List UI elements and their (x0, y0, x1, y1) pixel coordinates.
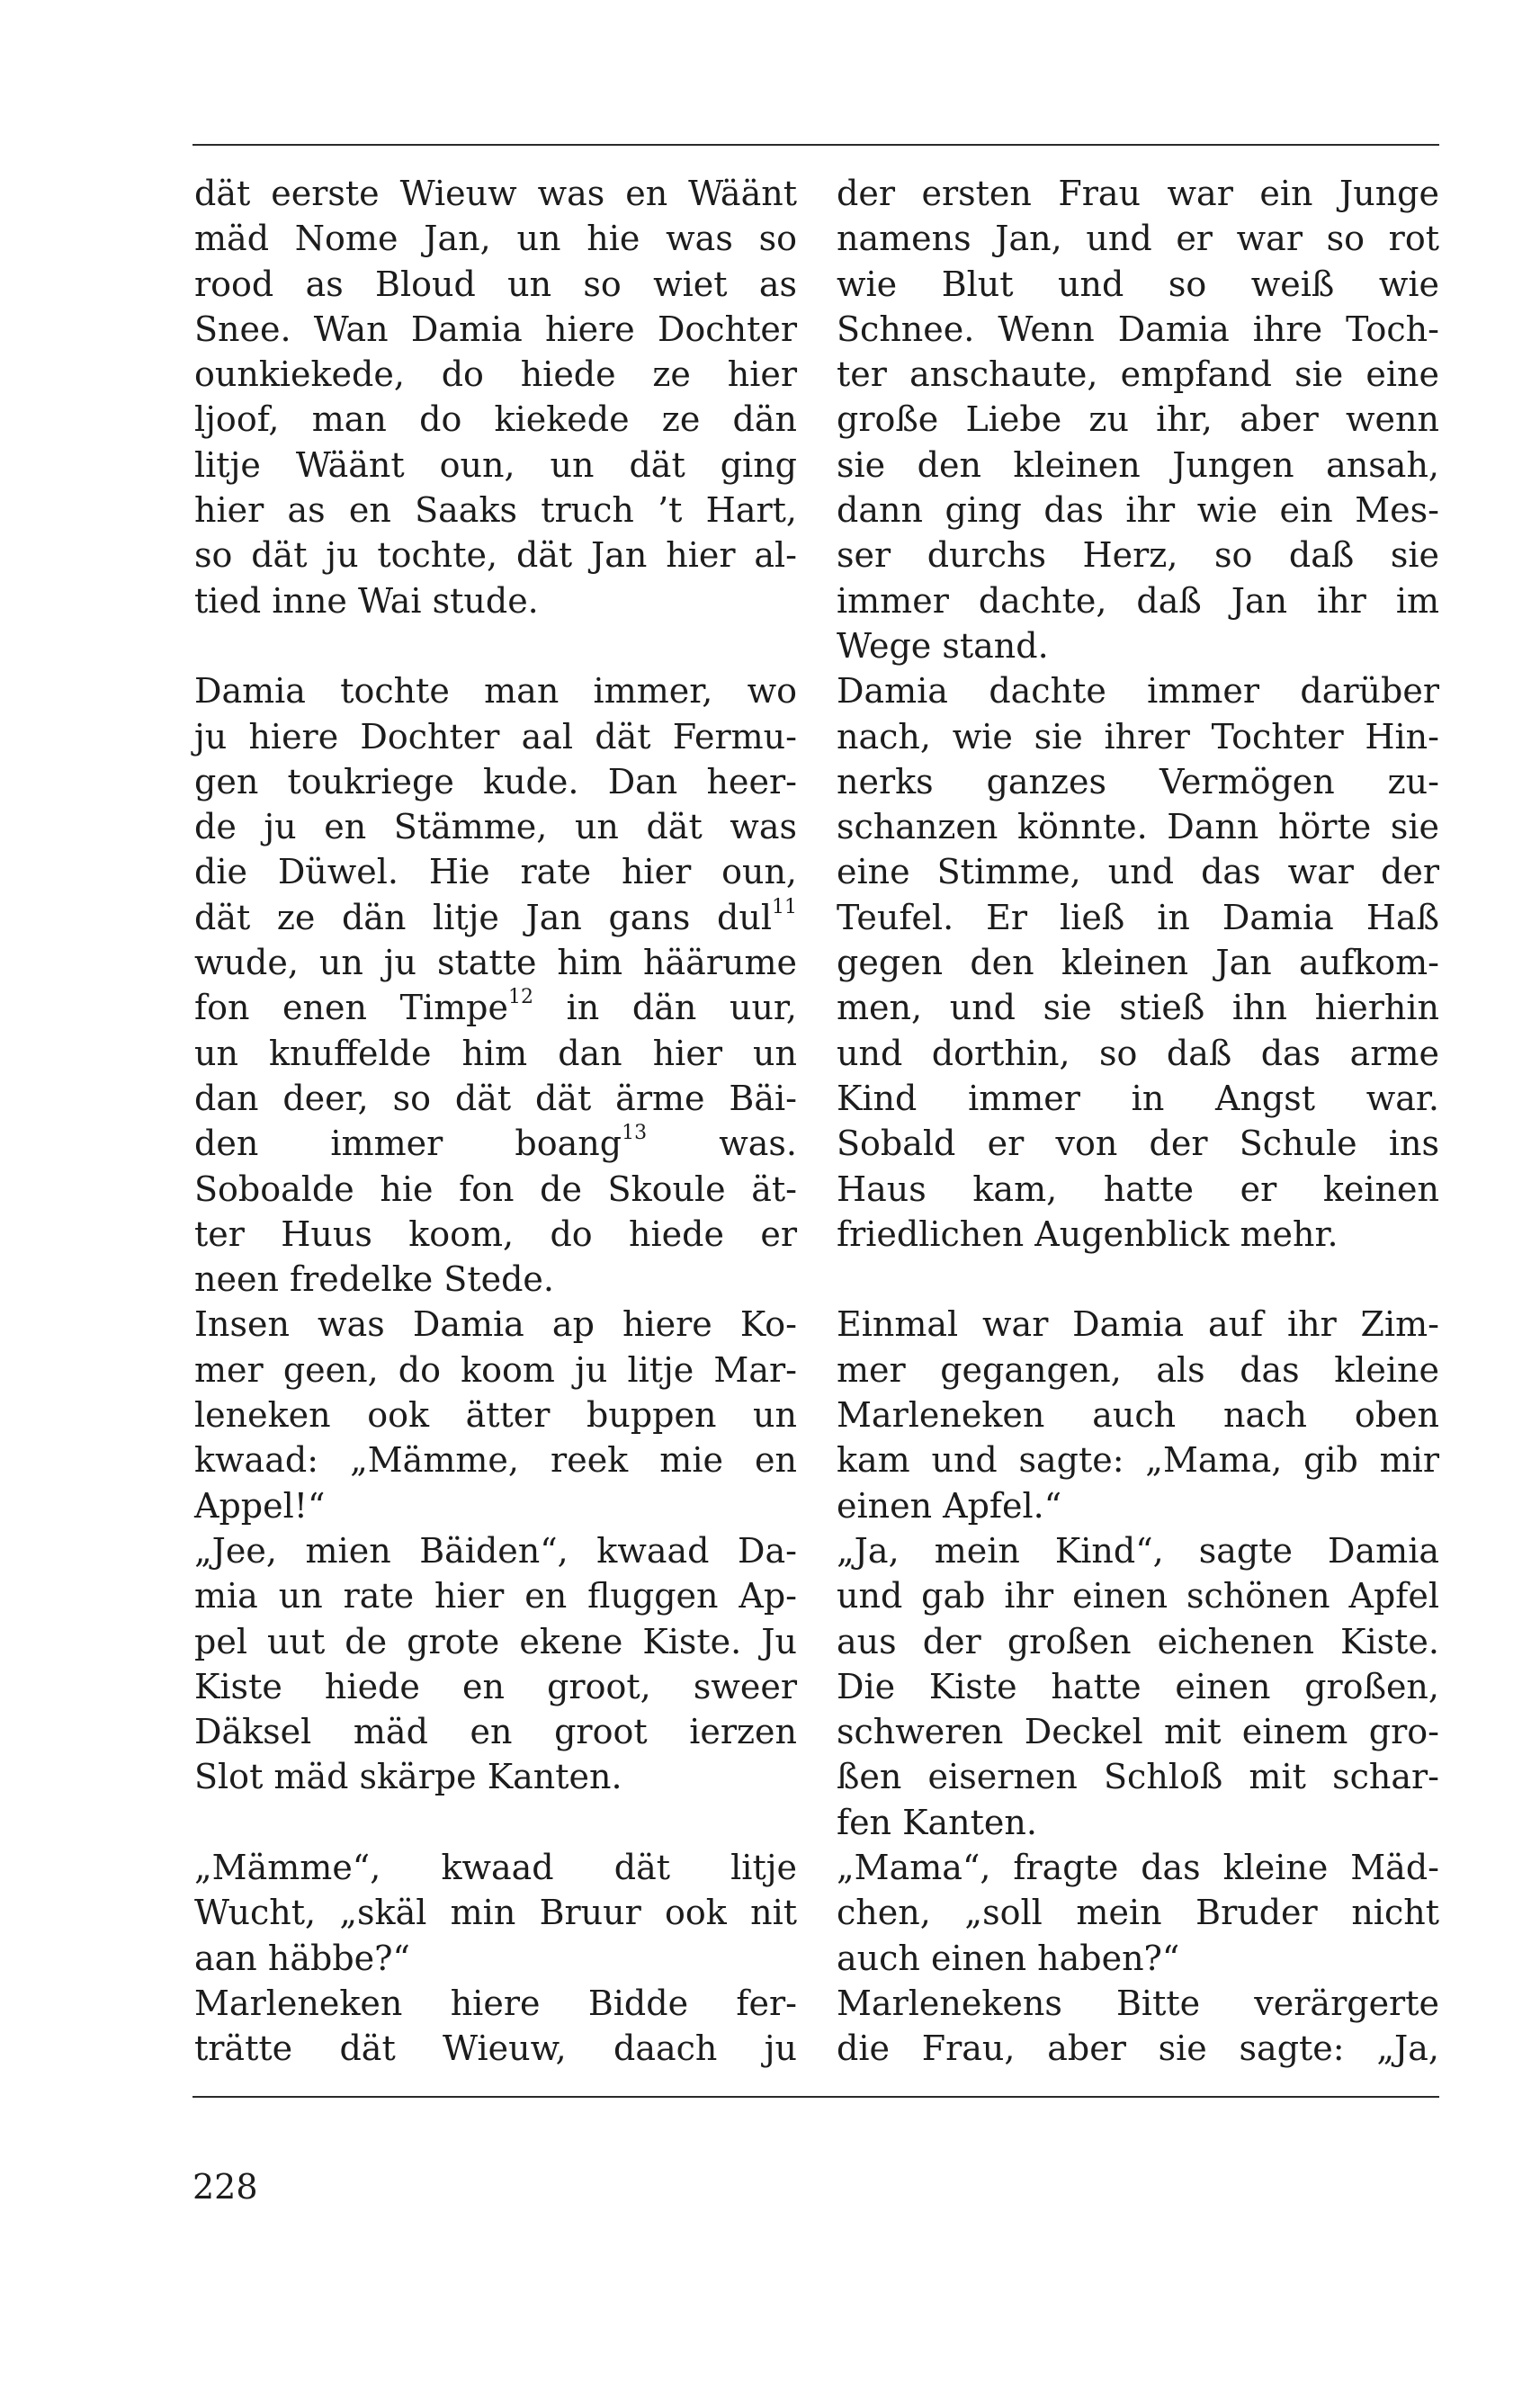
text-line (837, 352, 1439, 397)
line-text: namens Jan, und er war so rot (837, 219, 1439, 259)
text-line (194, 1528, 797, 1573)
text-line (837, 1845, 1439, 1890)
line-text: immer dachte, daß Jan ihr im (837, 580, 1439, 621)
line-text: und dorthin, so daß das arme (837, 1033, 1439, 1073)
text-line (194, 1664, 797, 1709)
text-line (837, 397, 1439, 442)
text-line (837, 1031, 1439, 1076)
line-text: gegen den kleinen Jan aufkom- (837, 943, 1439, 983)
line-text: Kiste hiede en groot, sweer (194, 1666, 797, 1706)
text-line (194, 1167, 797, 1212)
text-line (837, 1302, 1439, 1347)
line-text: trätte dät Wieuw, daach ju (194, 2028, 797, 2069)
line-text: einen Apfel.“ (837, 1485, 1062, 1526)
text-line (837, 804, 1439, 849)
text-line (194, 1076, 797, 1121)
text-line (837, 171, 1439, 216)
line-text: große Liebe zu ihr, aber wenn (837, 399, 1439, 440)
top-rule (192, 144, 1439, 146)
line-text: Marleneken hiere Bidde fer- (194, 1983, 797, 2023)
line-text: mer gegangen, als das kleine (837, 1349, 1439, 1390)
line-text: die Düwel. Hie rate hier oun, (194, 852, 797, 892)
text-line (837, 1483, 1439, 1528)
line-text: leneken ook ätter buppen un (194, 1395, 797, 1436)
line-text: Haus kam, hatte er keinen (837, 1169, 1439, 1209)
text-line (194, 1890, 797, 1935)
text-line (194, 1709, 797, 1754)
line-text: dan deer, so dät dät ärme Bäi- (194, 1078, 797, 1118)
line-text: dät ze dän litje Jan gans dul (194, 897, 772, 937)
text-line (837, 985, 1439, 1030)
line-text: schweren Deckel mit einem gro- (837, 1712, 1439, 1752)
line-text: ter anschaute, empfand sie eine (837, 354, 1439, 395)
line-text: Soboalde hie fon de Skoule ät- (194, 1169, 797, 1209)
page-number: 228 (192, 2167, 258, 2207)
line-text: Damia tochte man immer, wo (194, 671, 797, 712)
text-line (837, 1709, 1439, 1754)
text-line (194, 1754, 797, 1799)
line-text: un knuffelde him dan hier un (194, 1033, 797, 1073)
line-text: friedlichen Augenblick mehr. (837, 1213, 1339, 1254)
line-text: sie den kleinen Jungen ansah, (837, 444, 1439, 485)
text-line (194, 714, 797, 759)
line-text: de ju en Stämme, un dät was (194, 807, 797, 847)
line-text: nerks ganzes Vermögen zu- (837, 761, 1439, 801)
line-text: Slot mäd skärpe Kanten. (194, 1757, 622, 1797)
text-line (837, 1754, 1439, 1799)
text-line (194, 1348, 797, 1392)
line-text: Die Kiste hatte einen großen, (837, 1666, 1439, 1706)
line-text: hier as en Saaks truch ’t Hart, (194, 490, 797, 531)
line-text: litje Wäänt oun, un dät ging (194, 444, 797, 485)
footnote-marker: 11 (772, 895, 797, 918)
text-line (194, 1302, 797, 1347)
line-text: Appel!“ (194, 1485, 326, 1526)
text-line (837, 1392, 1439, 1437)
line-text: mia un rate hier en fluggen Ap- (194, 1576, 797, 1616)
line-text: Damia dachte immer darüber (837, 671, 1439, 712)
text-line (837, 1528, 1439, 1573)
line-text-tail: in dän uur, (533, 988, 797, 1028)
german-text-column (837, 171, 1439, 2071)
text-line (194, 985, 797, 1030)
text-line (837, 2026, 1439, 2071)
paragraph-gap (194, 623, 797, 668)
line-text: den immer boang (194, 1124, 622, 1164)
text-line (837, 895, 1439, 940)
text-line (837, 1664, 1439, 1709)
line-text: mer geen, do koom ju litje Mar- (194, 1349, 797, 1390)
text-line (194, 1619, 797, 1664)
paragraph-gap (837, 1257, 1439, 1302)
text-line (837, 1121, 1439, 1166)
text-line (837, 307, 1439, 352)
text-line (194, 443, 797, 488)
line-text: fen Kanten. (837, 1802, 1037, 1842)
paragraph-gap (194, 1800, 797, 1845)
line-text: kwaad: „Mämme, reek mie en (194, 1440, 797, 1481)
line-text: ßen eisernen Schloß mit schar- (837, 1757, 1439, 1797)
text-line (837, 668, 1439, 713)
text-line (837, 578, 1439, 623)
text-line (837, 262, 1439, 307)
line-text: dann ging das ihr wie ein Mes- (837, 490, 1439, 531)
text-line (194, 1936, 797, 1981)
line-text: ljoof, man do kiekede ze dän (194, 399, 797, 440)
line-text: Schnee. Wenn Damia ihre Toch- (837, 309, 1439, 349)
line-text: ju hiere Dochter aal dät Fermu- (194, 716, 797, 757)
line-text: Teufel. Er ließ in Damia Haß (837, 897, 1439, 937)
text-line (194, 668, 797, 713)
text-line (194, 759, 797, 804)
line-text: dät eerste Wieuw was en Wäänt (194, 174, 797, 213)
line-text: mäd Nome Jan, un hie was so (194, 219, 797, 259)
text-line (194, 1573, 797, 1618)
line-text: ser durchs Herz, so daß sie (837, 535, 1439, 576)
line-text: gen toukriege kude. Dan heer- (194, 761, 797, 801)
frisian-text-column (194, 171, 797, 2071)
text-line (837, 1800, 1439, 1845)
line-text: Wucht, „skäl min Bruur ook nit (194, 1893, 797, 1933)
text-line (194, 578, 797, 623)
text-line (194, 352, 797, 397)
line-text: schanzen könnte. Dann hörte sie (837, 807, 1439, 847)
line-text: Wege stand. (837, 625, 1049, 666)
text-line (194, 1257, 797, 1302)
text-line (194, 488, 797, 533)
text-line (194, 849, 797, 894)
line-text: fon enen Timpe (194, 988, 508, 1028)
line-text: ounkiekede, do hiede ze hier (194, 354, 797, 395)
line-text: chen, „soll mein Bruder nicht (837, 1893, 1439, 1933)
line-text: ter Huus koom, do hiede er (194, 1213, 797, 1254)
text-line (194, 1483, 797, 1528)
line-text: Insen was Damia ap hiere Ko- (194, 1304, 797, 1345)
text-line (194, 1031, 797, 1076)
line-text: Einmal war Damia auf ihr Zim- (837, 1304, 1439, 1345)
text-line (194, 1212, 797, 1257)
text-line (194, 1121, 797, 1166)
line-text: Marlenekens Bitte verärgerte (837, 1983, 1439, 2023)
text-line (837, 849, 1439, 894)
text-line (837, 1167, 1439, 1212)
text-line (837, 533, 1439, 578)
text-line (194, 171, 797, 216)
text-line (194, 1845, 797, 1890)
line-text: so dät ju tochte, dät Jan hier al- (194, 535, 797, 576)
line-text: auch einen haben?“ (837, 1938, 1180, 1978)
text-line (837, 1212, 1439, 1257)
line-text: aan häbbe?“ (194, 1938, 410, 1978)
line-text: Snee. Wan Damia hiere Dochter (194, 309, 797, 349)
line-text: Däksel mäd en groot ierzen (194, 1712, 797, 1752)
text-line (837, 488, 1439, 533)
text-line (837, 1076, 1439, 1121)
text-line (194, 1437, 797, 1482)
text-line (194, 397, 797, 442)
line-text: eine Stimme, und das war der (837, 852, 1439, 892)
line-text: und gab ihr einen schönen Apfel (837, 1576, 1439, 1616)
line-text: Marleneken auch nach oben (837, 1395, 1439, 1436)
text-line (837, 443, 1439, 488)
text-line (194, 262, 797, 307)
text-line (837, 714, 1439, 759)
text-line (837, 1936, 1439, 1981)
text-line (837, 1437, 1439, 1482)
text-line (194, 2026, 797, 2071)
text-line (194, 1392, 797, 1437)
text-line (837, 216, 1439, 261)
line-text: „Jee, mien Bäiden“, kwaad Da- (194, 1530, 797, 1571)
line-text: nach, wie sie ihrer Tochter Hin- (837, 716, 1439, 757)
line-text: „Mama“, fragte das kleine Mäd- (837, 1847, 1439, 1887)
line-text: aus der großen eichenen Kiste. (837, 1621, 1439, 1661)
line-text-tail: was. (647, 1124, 797, 1164)
text-line (837, 1890, 1439, 1935)
line-text: rood as Bloud un so wiet as (194, 264, 797, 304)
line-text: tied inne Wai stude. (194, 580, 539, 621)
text-line (837, 1348, 1439, 1392)
line-text: Sobald er von der Schule ins (837, 1124, 1439, 1164)
text-line (837, 1573, 1439, 1618)
line-text: wude, un ju statte him häärume (194, 943, 797, 983)
bottom-rule (192, 2096, 1439, 2098)
text-line (194, 895, 797, 940)
text-line (194, 533, 797, 578)
text-line (837, 1619, 1439, 1664)
text-line (194, 940, 797, 985)
line-text: wie Blut und so weiß wie (837, 264, 1439, 304)
line-text: pel uut de grote ekene Kiste. Ju (194, 1621, 797, 1661)
line-text: „Mämme“, kwaad dät litje (194, 1847, 797, 1887)
text-line (837, 623, 1439, 668)
text-line (837, 759, 1439, 804)
text-line (837, 1981, 1439, 2026)
text-line (194, 804, 797, 849)
text-line (194, 1981, 797, 2026)
line-text: „Ja, mein Kind“, sagte Damia (837, 1530, 1439, 1571)
line-text: neen fredelke Stede. (194, 1259, 554, 1300)
text-line (194, 307, 797, 352)
line-text: kam und sagte: „Mama, gib mir (837, 1440, 1439, 1481)
footnote-marker: 12 (507, 986, 533, 1009)
footnote-marker: 13 (622, 1122, 648, 1145)
line-text: die Frau, aber sie sagte: „Ja, (837, 2028, 1439, 2069)
text-line (837, 940, 1439, 985)
line-text: men, und sie stieß ihn hierhin (837, 988, 1439, 1028)
text-line (194, 216, 797, 261)
line-text: Kind immer in Angst war. (837, 1078, 1439, 1118)
line-text: der ersten Frau war ein Junge (837, 174, 1439, 213)
